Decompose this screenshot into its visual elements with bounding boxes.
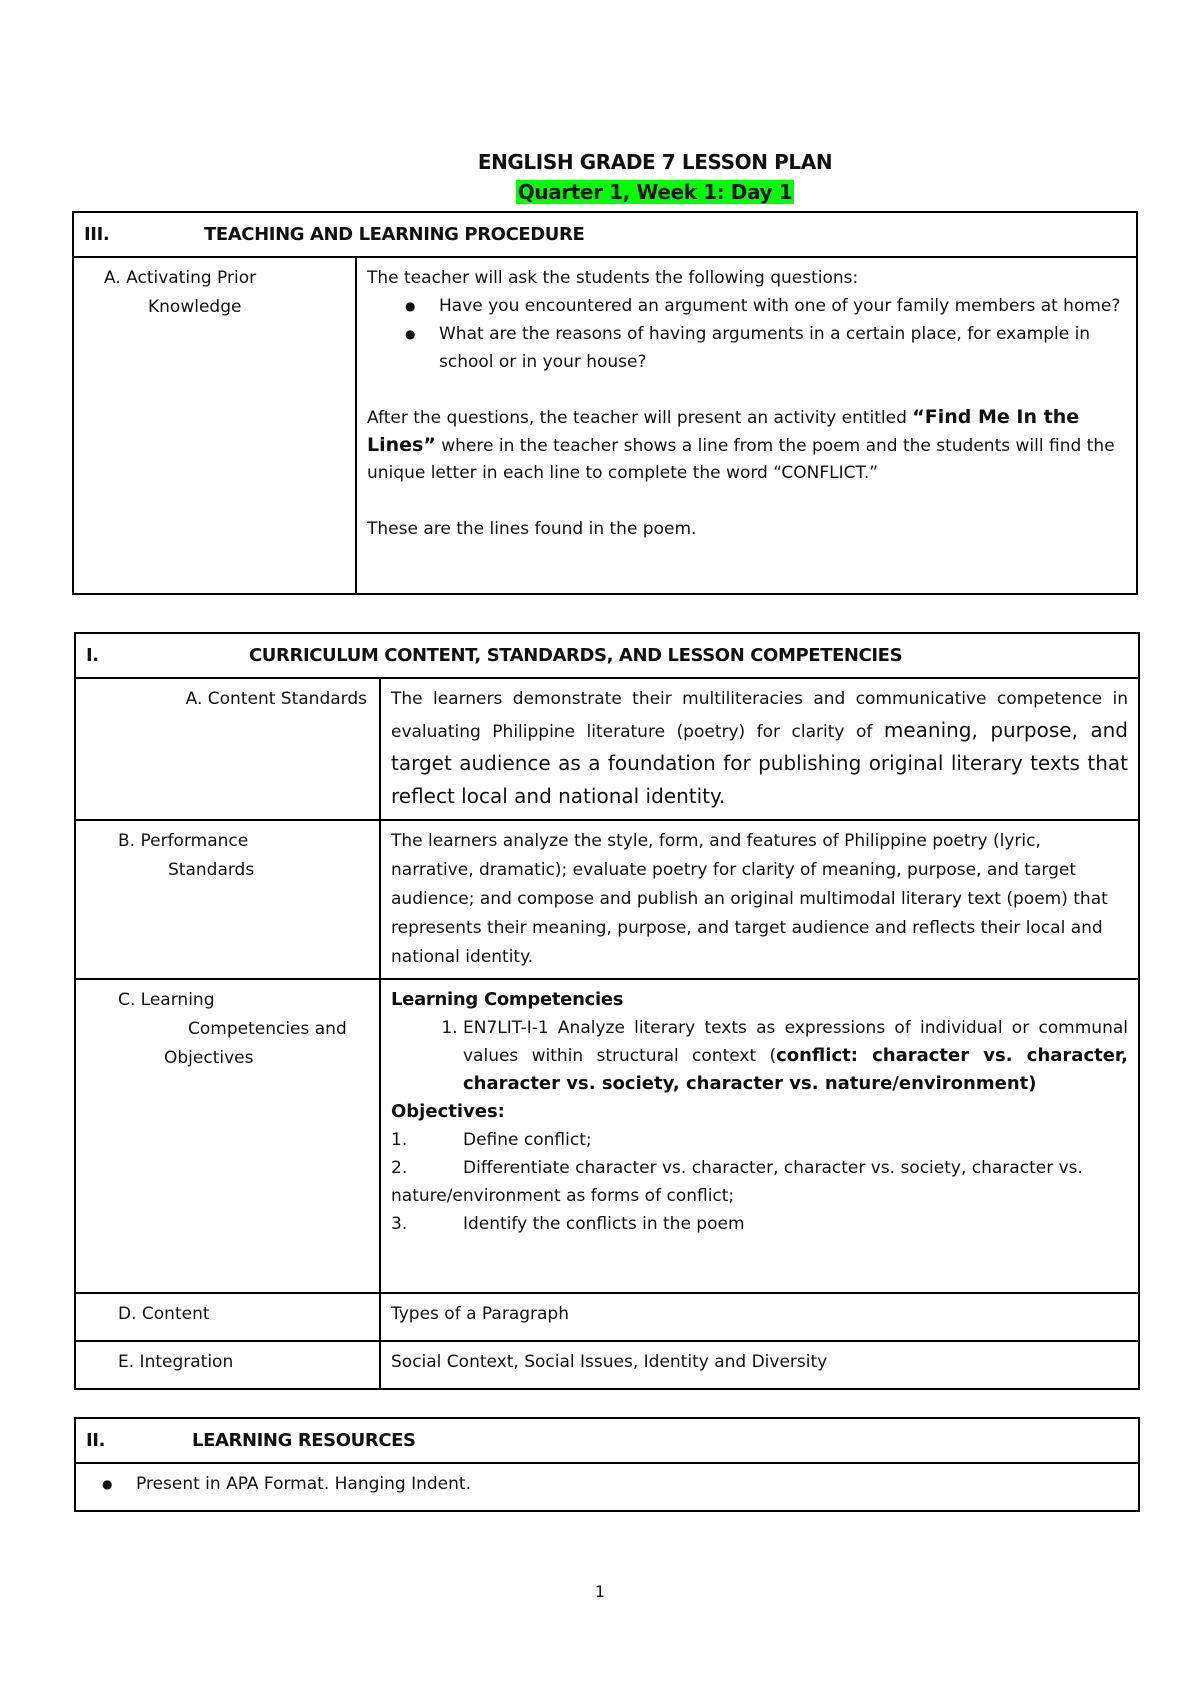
objective-item <box>391 1210 1128 1238</box>
procedure-header-row <box>73 212 1137 257</box>
row-label-cont: Objectives <box>164 1048 254 1068</box>
content-standards-row <box>75 678 1139 820</box>
content-row <box>75 1293 1139 1341</box>
objective-text: Differentiate character vs. character, character vs. society, character vs. <box>463 1158 1083 1178</box>
quarter-week-day-label: Quarter 1, Week 1: Day 1 <box>517 180 793 204</box>
page-number: 1 <box>594 1582 606 1601</box>
objective-text: Define conflict; <box>463 1130 592 1150</box>
objectives-heading: Objectives: <box>391 1101 505 1122</box>
objective-item <box>391 1126 1128 1154</box>
row-label: A. Activating Prior <box>104 268 257 288</box>
competencies-heading: Learning Competencies <box>391 989 624 1010</box>
objective-item <box>391 1154 1128 1182</box>
activity-text-end: where in the teacher shows a line from the poem and the students will find the unique letter in each line to complete the word “CONFLICT.” <box>367 436 1115 483</box>
performance-standards-row <box>75 820 1139 979</box>
list-item: ● Have you encountered an argument with one of your family members at home? <box>439 292 1126 320</box>
integration-row <box>75 1341 1139 1389</box>
content-value: Types of a Paragraph <box>391 1304 569 1324</box>
integration-value-cell <box>380 1341 1139 1389</box>
content-standards-cell <box>380 678 1139 820</box>
curriculum-table <box>74 632 1140 1390</box>
section-title: CURRICULUM CONTENT, STANDARDS, AND LESSON COMPETENCIES <box>249 645 903 666</box>
section-number: III. <box>84 224 110 245</box>
section-title: TEACHING AND LEARNING PROCEDURE <box>204 224 585 245</box>
learning-competencies-row <box>75 979 1139 1293</box>
row-label: D. Content <box>118 1304 210 1324</box>
competencies-list <box>391 1014 1128 1098</box>
questions-intro: The teacher will ask the students the following questions: <box>367 268 859 288</box>
activating-label-cell <box>73 257 356 594</box>
objective-text: Identify the conflicts in the poem <box>463 1214 745 1234</box>
performance-standards-cell <box>380 820 1139 979</box>
section-title: LEARNING RESOURCES <box>192 1430 416 1451</box>
resources-row <box>75 1463 1139 1511</box>
lines-note: These are the lines found in the poem. <box>367 519 697 539</box>
row-label: A. Content Standards <box>185 689 367 709</box>
learning-competencies-cell <box>380 979 1139 1293</box>
objective-text-cont: nature/environment as forms of conflict; <box>391 1186 735 1206</box>
row-label: E. Integration <box>118 1352 234 1372</box>
section-number: II. <box>86 1430 106 1451</box>
resources-header <box>75 1418 1139 1463</box>
document-title: ENGLISH GRADE 7 LESSON PLAN <box>477 150 833 174</box>
list-item: ● Present in APA Format. Hanging Indent. <box>136 1470 1128 1499</box>
activity-description <box>367 404 1126 487</box>
curriculum-header-row <box>75 633 1139 678</box>
list-item <box>463 1014 1128 1098</box>
objective-number: 2. <box>391 1158 408 1178</box>
integration-label-cell <box>75 1341 380 1389</box>
performance-standards-text: The learners analyze the style, form, and features of Philippine poetry (lyric, narrative, dramatic); evaluate poetry for clarity of meaning, purpose, and target audience; and compose and publish an original multimodal literary text (poem) that represents their meaning, purpose, and target audience and reflects their local and national identity. <box>391 831 1108 967</box>
questions-list <box>367 292 1126 376</box>
curriculum-header <box>75 633 1139 678</box>
row-label: C. Learning <box>118 990 215 1010</box>
procedure-header <box>73 212 1137 257</box>
content-standards-label-cell <box>75 678 380 820</box>
row-label-cont: Competencies and <box>188 1019 347 1039</box>
objective-number: 3. <box>391 1214 408 1234</box>
content-standards-text: The learners demonstrate their multiliteracies and communicative competence in evaluating Philippine literature (poetry) for clarity of <box>391 689 1128 742</box>
activating-prior-knowledge-row <box>73 257 1137 594</box>
row-label-cont: Standards <box>168 860 255 880</box>
learning-label-cell <box>75 979 380 1293</box>
procedure-table <box>72 211 1138 595</box>
resources-header-row <box>75 1418 1139 1463</box>
competency-text: EN7LIT-I-1 Analyze literary texts as expressions of individual or communal values within structural context ( <box>463 1018 1128 1066</box>
integration-value: Social Context, Social Issues, Identity and Diversity <box>391 1352 828 1372</box>
activity-text: After the questions, the teacher will present an activity entitled <box>367 408 913 428</box>
subtitle-wrapper <box>0 180 1200 204</box>
activating-content-cell <box>356 257 1137 594</box>
resources-list <box>86 1470 1128 1499</box>
activity-title: “Find Me In the Lines” <box>367 406 1080 456</box>
competency-bold-text: conflict: character vs. character, character vs. society, character vs. nature/environment) <box>463 1045 1128 1094</box>
content-value-cell <box>380 1293 1139 1341</box>
objective-number: 1. <box>391 1130 408 1150</box>
performance-label-cell <box>75 820 380 979</box>
section-number: I. <box>86 645 99 666</box>
row-label-cont: Knowledge <box>148 297 242 317</box>
list-item: ● What are the reasons of having arguments in a certain place, for example in school or in your house? <box>439 320 1126 376</box>
content-standards-text-large: meaning, purpose, and target audience as a foundation for publishing original literary texts that reflect local and national identity. <box>391 718 1129 808</box>
resources-cell <box>75 1463 1139 1511</box>
content-label-cell <box>75 1293 380 1341</box>
resources-table <box>74 1417 1140 1512</box>
row-label: B. Performance <box>118 831 249 851</box>
